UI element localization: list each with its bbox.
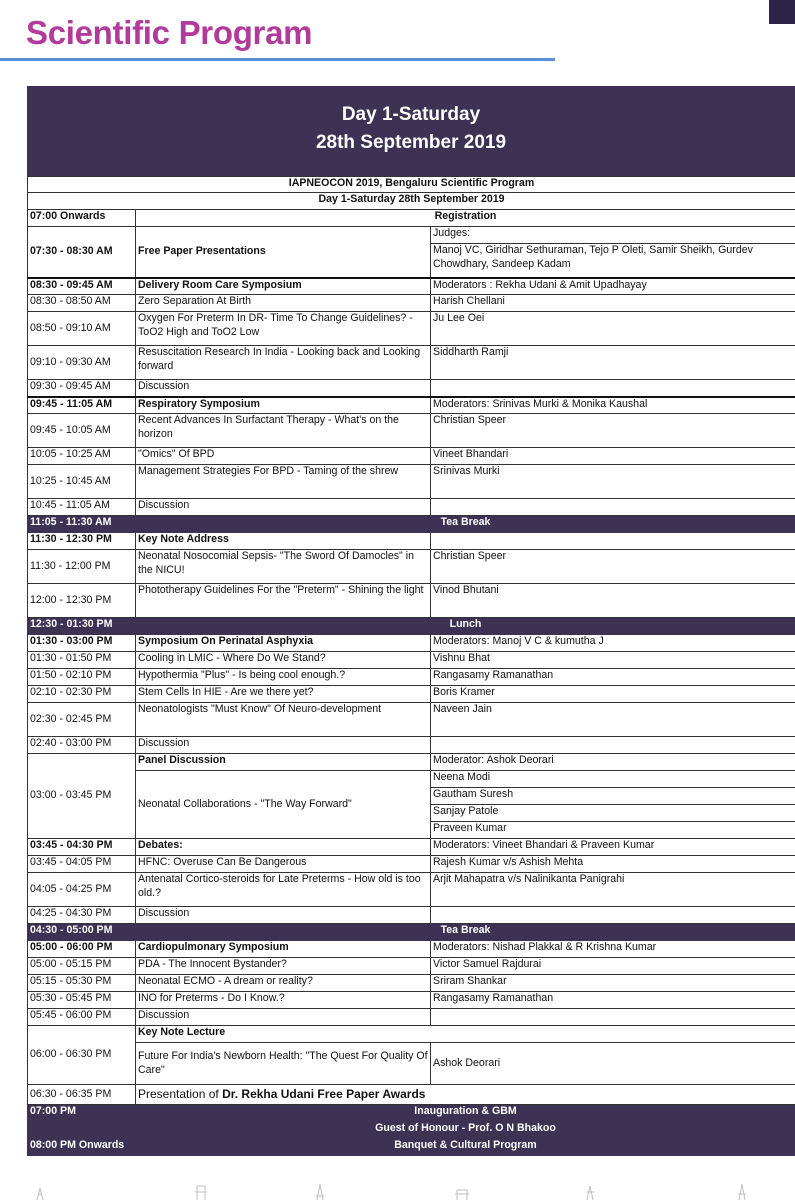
speaker-cell [431,533,795,550]
topic-cell: Oxygen For Preterm In DR- Time To Change Guidelines? - ToO2 High and ToO2 Low [136,312,431,346]
time-cell: 02:30 - 02:45 PM [28,703,136,737]
program-title-cell: IAPNEOCON 2019, Bengaluru Scientific Program [28,177,795,193]
topic-cell: Neonatologists "Must Know" Of Neuro-development [136,703,431,737]
speaker-cell [431,737,795,754]
moderator-cell: Moderator: Ashok Deorari [431,754,795,771]
keynote-heading-cell: Key Note Lecture [136,1026,795,1043]
table-row [28,669,795,686]
topic-cell: Phototherapy Guidelines For the "Preterm" - Shining the light [136,584,431,618]
table-row [28,1009,795,1026]
table-row [28,550,795,584]
topic-cell: Discussion [136,907,431,924]
break-row [28,516,795,533]
topic-cell: HFNC: Overuse Can Be Dangerous [136,856,431,873]
registration-row [28,210,795,227]
corner-decoration [769,0,795,24]
time-cell: 08:50 - 09:10 AM [28,312,136,346]
speaker-cell [431,499,795,516]
day-header-band [27,86,795,176]
keynote-header-row [28,1026,795,1043]
time-cell: 08:30 - 09:45 AM [28,278,136,295]
break-label-cell: Tea Break [136,516,795,533]
time-cell: 05:00 - 05:15 PM [28,958,136,975]
time-cell: 01:30 - 01:50 PM [28,652,136,669]
judges-cell: Manoj VC, Giridhar Sethuraman, Tejo P Oleti, Samir Sheikh, Gurdev Chowdhary, Sandeep Kadam [431,244,795,278]
table-row [28,499,795,516]
session-header-row [28,635,795,652]
topic-cell: Antenatal Cortico-steroids for Late Preterms - How old is too old.? [136,873,431,907]
speaker-cell: Vishnu Bhat [431,652,795,669]
time-cell: 08:30 - 08:50 AM [28,295,136,312]
session-header-row [28,941,795,958]
time-cell: 08:00 PM Onwards [28,1139,136,1156]
program-table [27,176,795,1156]
topic-cell: Neonatal Nosocomial Sepsis- "The Sword Of Damocles" in the NICU! [136,550,431,584]
topic-cell: Resuscitation Research In India - Looking back and Looking forward [136,346,431,380]
table-row [28,992,795,1009]
session-header-row [28,278,795,295]
time-cell: 09:30 - 09:45 AM [28,380,136,397]
time-cell: 06:00 - 06:30 PM [28,1026,136,1085]
topic-cell: Discussion [136,1009,431,1026]
topic-cell: Future For India's Newborn Health: "The Quest For Quality Of Care" [136,1043,431,1085]
time-cell: 07:00 PM [28,1105,136,1139]
table-row [28,652,795,669]
speaker-cell: Christian Speer [431,414,795,448]
table-row [28,346,795,380]
topic-cell: Key Note Address [136,533,431,550]
speaker-cell: Moderators: Nishad Plakkal & R Krishna Kumar [431,941,795,958]
table-row [28,380,795,397]
table-row [28,958,795,975]
break-row [28,924,795,941]
table-row [28,907,795,924]
table-row [28,873,795,907]
topic-cell: Discussion [136,499,431,516]
table-row [28,703,795,737]
topic-cell: Zero Separation At Birth [136,295,431,312]
speaker-cell: Moderators: Srinivas Murki & Monika Kaushal [431,397,795,414]
speaker-cell: Srinivas Murki [431,465,795,499]
topic-cell: Delivery Room Care Symposium [136,278,431,295]
time-cell: 06:30 - 06:35 PM [28,1085,136,1105]
registration-cell: Registration [136,210,795,227]
page-title: Scientific Program [26,14,313,51]
footer-skyline-art [27,1180,795,1200]
table-row [28,737,795,754]
time-cell: 03:00 - 03:45 PM [28,754,136,839]
speaker-cell: Sriram Shankar [431,975,795,992]
speaker-cell: Moderators: Manoj V C & kumutha J [431,635,795,652]
time-cell: 11:30 - 12:00 PM [28,550,136,584]
panelist-cell: Praveen Kumar [431,822,795,839]
panel-header-row [28,754,795,771]
date-heading: 28th September 2019 [315,132,507,153]
speaker-cell: Vinod Bhutani [431,584,795,618]
topic-cell: Symposium On Perinatal Asphyxia [136,635,431,652]
time-cell: 03:45 - 04:05 PM [28,856,136,873]
guest-of-honour-cell: Guest of Honour - Prof. O N Bhakoo [136,1122,795,1139]
topic-cell: Stem Cells In HIE - Are we there yet? [136,686,431,703]
table-row [28,312,795,346]
speaker-cell [431,380,795,397]
time-cell: 11:30 - 12:30 PM [28,533,136,550]
speaker-cell: Moderators : Rekha Udani & Amit Upadhayay [431,278,795,295]
awards-prefix: Presentation of [138,1086,223,1101]
topic-cell: Hypothermia "Plus" - Is being cool enough.? [136,669,431,686]
topic-cell: Cardiopulmonary Symposium [136,941,431,958]
panel-heading-cell: Panel Discussion [136,754,431,771]
time-cell: 09:10 - 09:30 AM [28,346,136,380]
free-paper-row [28,227,795,244]
table-row [28,584,795,618]
time-cell: 05:15 - 05:30 PM [28,975,136,992]
title-underline [0,58,555,61]
session-header-row [28,839,795,856]
speaker-cell [431,907,795,924]
time-cell: 01:50 - 02:10 PM [28,669,136,686]
day-heading: Day 1-Saturday [341,104,481,125]
time-cell: 07:00 Onwards [28,210,136,227]
subtitle-row [28,193,795,210]
time-cell: 12:00 - 12:30 PM [28,584,136,618]
topic-cell: Management Strategies For BPD - Taming of the shrew [136,465,431,499]
time-cell: 07:30 - 08:30 AM [28,227,136,278]
time-cell: 05:45 - 06:00 PM [28,1009,136,1026]
session-header-row [28,397,795,414]
speaker-cell: Rajesh Kumar v/s Ashish Mehta [431,856,795,873]
time-cell: 05:30 - 05:45 PM [28,992,136,1009]
awards-cell [136,1085,795,1105]
keynote-row [28,1043,795,1085]
speaker-cell: Christian Speer [431,550,795,584]
time-cell: 10:45 - 11:05 AM [28,499,136,516]
topic-cell: Free Paper Presentations [136,227,431,278]
awards-row [28,1085,795,1105]
time-cell: 09:45 - 11:05 AM [28,397,136,414]
topic-cell: Discussion [136,737,431,754]
panel-topic-cell: Neonatal Collaborations - "The Way Forward" [136,771,431,839]
speaker-cell: Siddharth Ramji [431,346,795,380]
time-cell: 10:25 - 10:45 AM [28,465,136,499]
speaker-cell: Vineet Bhandari [431,448,795,465]
session-header-row [28,533,795,550]
topic-cell: Respiratory Symposium [136,397,431,414]
break-time-cell: 12:30 - 01:30 PM [28,618,136,635]
speaker-cell: Rangasamy Ramanathan [431,992,795,1009]
topic-cell: INO for Preterms - Do I Know.? [136,992,431,1009]
table-row [28,465,795,499]
evening-row [28,1105,795,1122]
speaker-cell: Moderators: Vineet Bhandari & Praveen Kumar [431,839,795,856]
break-time-cell: 11:05 - 11:30 AM [28,516,136,533]
panelist-cell: Gautham Suresh [431,788,795,805]
time-cell: 02:40 - 03:00 PM [28,737,136,754]
speaker-cell: Ashok Deorari [431,1043,795,1085]
speaker-cell: Ju Lee Oei [431,312,795,346]
break-label-cell: Lunch [136,618,795,635]
topic-cell: Neonatal ECMO - A dream or reality? [136,975,431,992]
topic-cell: Discussion [136,380,431,397]
panelist-row [28,771,795,788]
time-cell: 10:05 - 10:25 AM [28,448,136,465]
topic-cell: Recent Advances In Surfactant Therapy - What's on the horizon [136,414,431,448]
evening-row [28,1122,795,1139]
judges-label-cell: Judges: [431,227,795,244]
topic-cell: Debates: [136,839,431,856]
speaker-cell: Harish Chellani [431,295,795,312]
banquet-cell: Banquet & Cultural Program [136,1139,795,1156]
time-cell: 02:10 - 02:30 PM [28,686,136,703]
speaker-cell: Rangasamy Ramanathan [431,669,795,686]
table-row [28,856,795,873]
speaker-cell: Boris Kramer [431,686,795,703]
time-cell: 01:30 - 03:00 PM [28,635,136,652]
break-label-cell: Tea Break [136,924,795,941]
program-subtitle-cell: Day 1-Saturday 28th September 2019 [28,193,795,210]
time-cell: 04:05 - 04:25 PM [28,873,136,907]
panelist-cell: Neena Modi [431,771,795,788]
table-row [28,686,795,703]
topic-cell: PDA - The Innocent Bystander? [136,958,431,975]
speaker-cell [431,1009,795,1026]
time-cell: 05:00 - 06:00 PM [28,941,136,958]
time-cell: 03:45 - 04:30 PM [28,839,136,856]
table-row [28,295,795,312]
table-row [28,448,795,465]
topic-cell: Cooling in LMIC - Where Do We Stand? [136,652,431,669]
time-cell: 04:25 - 04:30 PM [28,907,136,924]
inauguration-cell: Inauguration & GBM [136,1105,795,1122]
title-row [28,177,795,193]
evening-row [28,1139,795,1156]
topic-cell: "Omics" Of BPD [136,448,431,465]
speaker-cell: Naveen Jain [431,703,795,737]
panelist-cell: Sanjay Patole [431,805,795,822]
speaker-cell: Victor Samuel Rajdurai [431,958,795,975]
speaker-cell: Arjit Mahapatra v/s Nalinikanta Panigrahi [431,873,795,907]
break-row [28,618,795,635]
table-row [28,975,795,992]
awards-title: Dr. Rekha Udani Free Paper Awards [222,1086,426,1101]
time-cell: 09:45 - 10:05 AM [28,414,136,448]
table-row [28,414,795,448]
break-time-cell: 04:30 - 05:00 PM [28,924,136,941]
